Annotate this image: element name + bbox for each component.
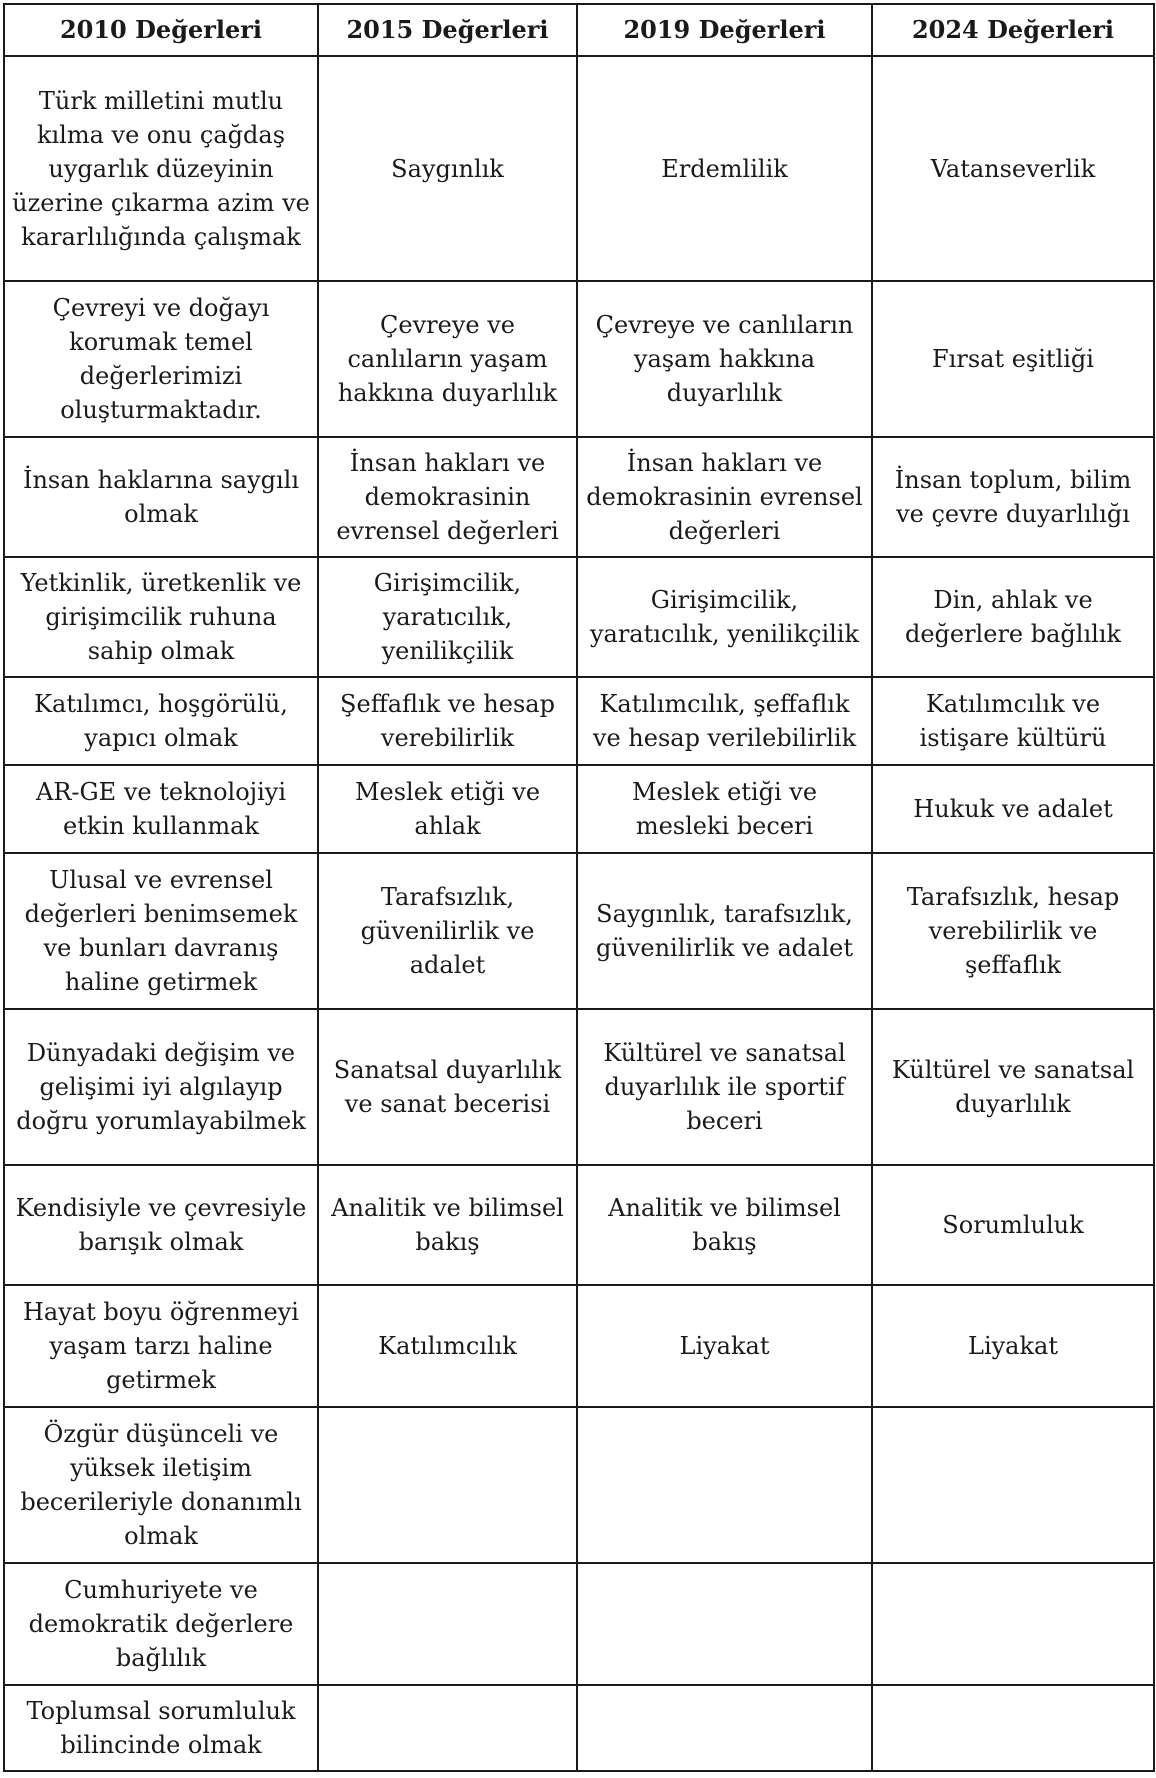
cell-2019: Çevreye ve canlıların yaşam hakkına duyarlılık: [577, 281, 872, 437]
cell-2015: Çevreye ve canlıların yaşam hakkına duyarlılık: [318, 281, 577, 437]
cell-2024: Hukuk ve adalet: [872, 765, 1154, 853]
cell-2015: [318, 1563, 577, 1685]
cell-2024: İnsan toplum, bilim ve çevre duyarlılığı: [872, 437, 1154, 557]
cell-2015: [318, 1685, 577, 1771]
cell-2024: [872, 1563, 1154, 1685]
cell-2024: Katılımcılık ve istişare kültürü: [872, 677, 1154, 765]
cell-2019: Saygınlık, tarafsızlık, güvenilirlik ve adalet: [577, 853, 872, 1009]
cell-2019: [577, 1407, 872, 1563]
cell-2024: Kültürel ve sanatsal duyarlılık: [872, 1009, 1154, 1165]
table-row: [4, 1407, 1154, 1563]
table-row: [4, 765, 1154, 853]
cell-2024: Sorumluluk: [872, 1165, 1154, 1285]
table-row: [4, 56, 1154, 281]
header-row: [4, 4, 1154, 56]
cell-2015: Meslek etiği ve ahlak: [318, 765, 577, 853]
cell-2015: Girişimcilik, yaratıcılık, yenilikçilik: [318, 557, 577, 677]
cell-2010: Toplumsal sorumluluk bilincinde olmak: [4, 1685, 318, 1771]
cell-2019: İnsan hakları ve demokrasinin evrensel değerleri: [577, 437, 872, 557]
table-row: [4, 853, 1154, 1009]
cell-2024: Din, ahlak ve değerlere bağlılık: [872, 557, 1154, 677]
cell-2015: Tarafsızlık, güvenilirlik ve adalet: [318, 853, 577, 1009]
cell-2010: Ulusal ve evrensel değerleri benimsemek ve bunları davranış haline getirmek: [4, 853, 318, 1009]
cell-2015: Sanatsal duyarlılık ve sanat becerisi: [318, 1009, 577, 1165]
table-row: [4, 281, 1154, 437]
cell-2015: Katılımcılık: [318, 1285, 577, 1407]
cell-2015: İnsan hakları ve demokrasinin evrensel değerleri: [318, 437, 577, 557]
cell-2019: Kültürel ve sanatsal duyarlılık ile sportif beceri: [577, 1009, 872, 1165]
cell-2019: [577, 1563, 872, 1685]
cell-2015: [318, 1407, 577, 1563]
cell-2010: Yetkinlik, üretkenlik ve girişimcilik ruhuna sahip olmak: [4, 557, 318, 677]
cell-2024: Liyakat: [872, 1285, 1154, 1407]
cell-2019: Meslek etiği ve mesleki beceri: [577, 765, 872, 853]
cell-2010: Türk milletini mutlu kılma ve onu çağdaş uygarlık düzeyinin üzerine çıkarma azim ve kararlılığında çalışmak: [4, 56, 318, 281]
cell-2015: Analitik ve bilimsel bakış: [318, 1165, 577, 1285]
header-2010: 2010 Değerleri: [4, 4, 318, 56]
cell-2019: Liyakat: [577, 1285, 872, 1407]
cell-2010: İnsan haklarına saygılı olmak: [4, 437, 318, 557]
cell-2024: Vatanseverlik: [872, 56, 1154, 281]
values-comparison-table: [3, 3, 1155, 1772]
cell-2019: Katılımcılık, şeffaflık ve hesap verilebilirlik: [577, 677, 872, 765]
cell-2019: Erdemlilik: [577, 56, 872, 281]
cell-2010: Özgür düşünceli ve yüksek iletişim becerileriyle donanımlı olmak: [4, 1407, 318, 1563]
table-row: [4, 1009, 1154, 1165]
table-row: [4, 437, 1154, 557]
cell-2010: Katılımcı, hoşgörülü, yapıcı olmak: [4, 677, 318, 765]
table-row: [4, 1285, 1154, 1407]
cell-2024: [872, 1685, 1154, 1771]
cell-2010: Kendisiyle ve çevresiyle barışık olmak: [4, 1165, 318, 1285]
cell-2010: Çevreyi ve doğayı korumak temel değerlerimizi oluşturmaktadır.: [4, 281, 318, 437]
table-row: [4, 1685, 1154, 1771]
cell-2010: AR-GE ve teknolojiyi etkin kullanmak: [4, 765, 318, 853]
cell-2010: Hayat boyu öğrenmeyi yaşam tarzı haline getirmek: [4, 1285, 318, 1407]
header-2015: 2015 Değerleri: [318, 4, 577, 56]
header-2024: 2024 Değerleri: [872, 4, 1154, 56]
cell-2024: Tarafsızlık, hesap verebilirlik ve şeffaflık: [872, 853, 1154, 1009]
cell-2015: Şeffaflık ve hesap verebilirlik: [318, 677, 577, 765]
cell-2010: Dünyadaki değişim ve gelişimi iyi algılayıp doğru yorumlayabilmek: [4, 1009, 318, 1165]
cell-2019: [577, 1685, 872, 1771]
cell-2024: Fırsat eşitliği: [872, 281, 1154, 437]
cell-2010: Cumhuriyete ve demokratik değerlere bağlılık: [4, 1563, 318, 1685]
cell-2015: Saygınlık: [318, 56, 577, 281]
table-row: [4, 557, 1154, 677]
cell-2019: Girişimcilik, yaratıcılık, yenilikçilik: [577, 557, 872, 677]
table-row: [4, 1165, 1154, 1285]
cell-2024: [872, 1407, 1154, 1563]
cell-2019: Analitik ve bilimsel bakış: [577, 1165, 872, 1285]
table-row: [4, 1563, 1154, 1685]
table-row: [4, 677, 1154, 765]
header-2019: 2019 Değerleri: [577, 4, 872, 56]
